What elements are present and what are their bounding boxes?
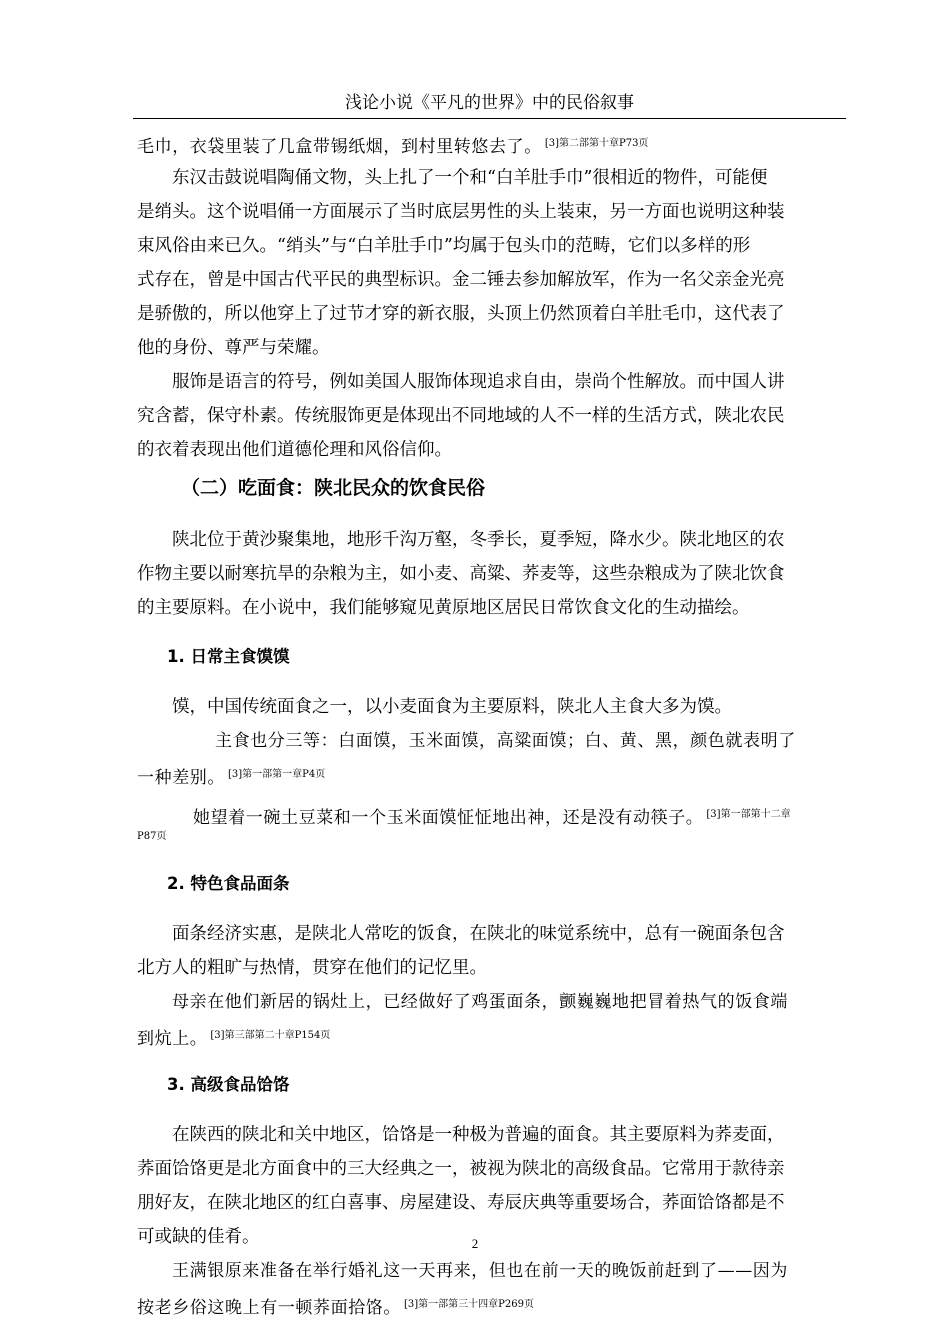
paragraph-line: 的衣着表现出他们道德伦理和风俗信仰。 (137, 440, 452, 460)
paragraph-geography (137, 523, 843, 625)
paragraph-line: 的主要原料。在小说中，我们能够窥见黄原地区居民日常饮食文化的生动描绘。 (137, 597, 750, 618)
quote-continuation (137, 127, 843, 161)
paragraph-line: 可或缺的佳肴。 (137, 1226, 260, 1247)
paragraph-hele (137, 1118, 843, 1254)
quote-block (137, 724, 843, 792)
paragraph-line: 在陕西的陕北和关中地区，饸饹是一种极为普遍的面食。其主要原料为荞麦面， (172, 1124, 785, 1145)
paragraph-line: 是骄傲的，所以他穿上了过节才穿的新衣服，头顶上仍然顶着白羊肚毛巾，这代表了 (137, 304, 785, 324)
paragraph-mo: 馍，中国传统面食之一，以小麦面食为主要原料，陕北人主食大多为馍。 (172, 696, 732, 717)
citation: P87页 (137, 830, 167, 842)
quote-line: 她望着一碗土豆菜和一个玉米面馍怔怔地出神，还是没有动筷子。 $^{[3]第一部第十二章}$ (193, 807, 791, 828)
quote-block (137, 1254, 843, 1322)
paragraph-line: 东汉击鼓说唱陶俑文物，头上扎了一个和“白羊肚手巾”很相近的物件，可能便 (172, 168, 768, 188)
paragraph-line: 束风俗由来已久。“绡头”与“白羊肚手巾”均属于包头巾的范畴，它们以多样的形 (137, 236, 751, 256)
running-header: 浅论小说《平凡的世界》中的民俗叙事 (345, 93, 634, 113)
quote-line: 按老乡俗这晚上有一顿荞面拾饹。 $^{[3]第一部第三十四章P269页}$ (137, 1297, 534, 1318)
paragraph-noodles (137, 917, 843, 985)
quote-block (137, 800, 843, 844)
header-divider (133, 118, 846, 119)
paragraph-clothing (137, 365, 843, 467)
quote-text: 毛巾，衣袋里装了几盒带锡纸烟，到村里转悠去了。 (137, 137, 542, 157)
subsection-heading: 2. 特色食品面条 (167, 874, 290, 894)
page-number: 2 (471, 1236, 479, 1251)
quote-line: 主食也分三等：白面馍，玉米面馍，高粱面馍；白、黄、黑，颜色就表明了 (215, 730, 796, 751)
paragraph-line: 服饰是语言的符号，例如美国人服饰体现追求自由，崇尚个性解放。而中国人讲 (172, 372, 785, 392)
paragraph-line: 式存在，曾是中国古代平民的典型标识。金二锤去参加解放军，作为一名父亲金光亮 (137, 270, 785, 290)
paragraph-line: 面条经济实惠，是陕北人常吃的饭食，在陕北的味觉系统中，总有一碗面条包含 (172, 923, 785, 944)
document-body (137, 127, 843, 1322)
quote-line: 到炕上。 $^{[3]第三部第二十章P154页}$ (137, 1028, 331, 1049)
quote-block (137, 985, 843, 1053)
subsection-heading: 3. 高级食品饸饹 (167, 1075, 290, 1095)
paragraph-line: 荞面饸饹更是北方面食中的三大经典之一，被视为陕北的高级食品。它常用于款待亲 (137, 1158, 785, 1179)
section-heading: （二）吃面食：陕北民众的饮食民俗 (181, 477, 486, 499)
citation: [3]第一部第三十四章P269页 (404, 1298, 534, 1310)
citation: [3]第三部第二十章P154页 (210, 1029, 331, 1041)
paragraph-line: 朋好友，在陕北地区的红白喜事、房屋建设、寿辰庆典等重要场合，荞面饸饹都是不 (137, 1192, 785, 1213)
paragraph-headscarf (137, 161, 843, 365)
subsection-heading: 1. 日常主食馍馍 (167, 647, 290, 667)
citation: [3]第二部第十章P73页 (544, 138, 649, 149)
citation: [3]第一部第一章P4页 (228, 768, 326, 780)
quote-line: 母亲在他们新居的锅灶上，已经做好了鸡蛋面条，颤巍巍地把冒着热气的饭食端 (172, 991, 788, 1012)
quote-line: 一种差别。 $^{[3]第一部第一章P4页}$ (137, 767, 326, 788)
citation: [3]第一部第十二章 (706, 808, 791, 820)
paragraph-line: 北方人的粗旷与热情，贯穿在他们的记忆里。 (137, 957, 487, 978)
paragraph-line: 究含蓄，保守朴素。传统服饰更是体现出不同地域的人不一样的生活方式，陕北农民 (137, 406, 785, 426)
paragraph-line: 他的身份、尊严与荣耀。 (137, 338, 330, 358)
quote-line: 王满银原来准备在举行婚礼这一天再来，但也在前一天的晚饭前赶到了——因为 (172, 1260, 788, 1281)
paragraph-line: 陕北位于黄沙聚集地，地形千沟万壑，冬季长，夏季短，降水少。陕北地区的农 (172, 529, 785, 550)
paragraph-line: 是绡头。这个说唱俑一方面展示了当时底层男性的头上装束，另一方面也说明这种装 (137, 202, 785, 222)
paragraph-line: 作物主要以耐寒抗旱的杂粮为主，如小麦、高粱、荞麦等，这些杂粮成为了陕北饮食 (137, 563, 785, 584)
